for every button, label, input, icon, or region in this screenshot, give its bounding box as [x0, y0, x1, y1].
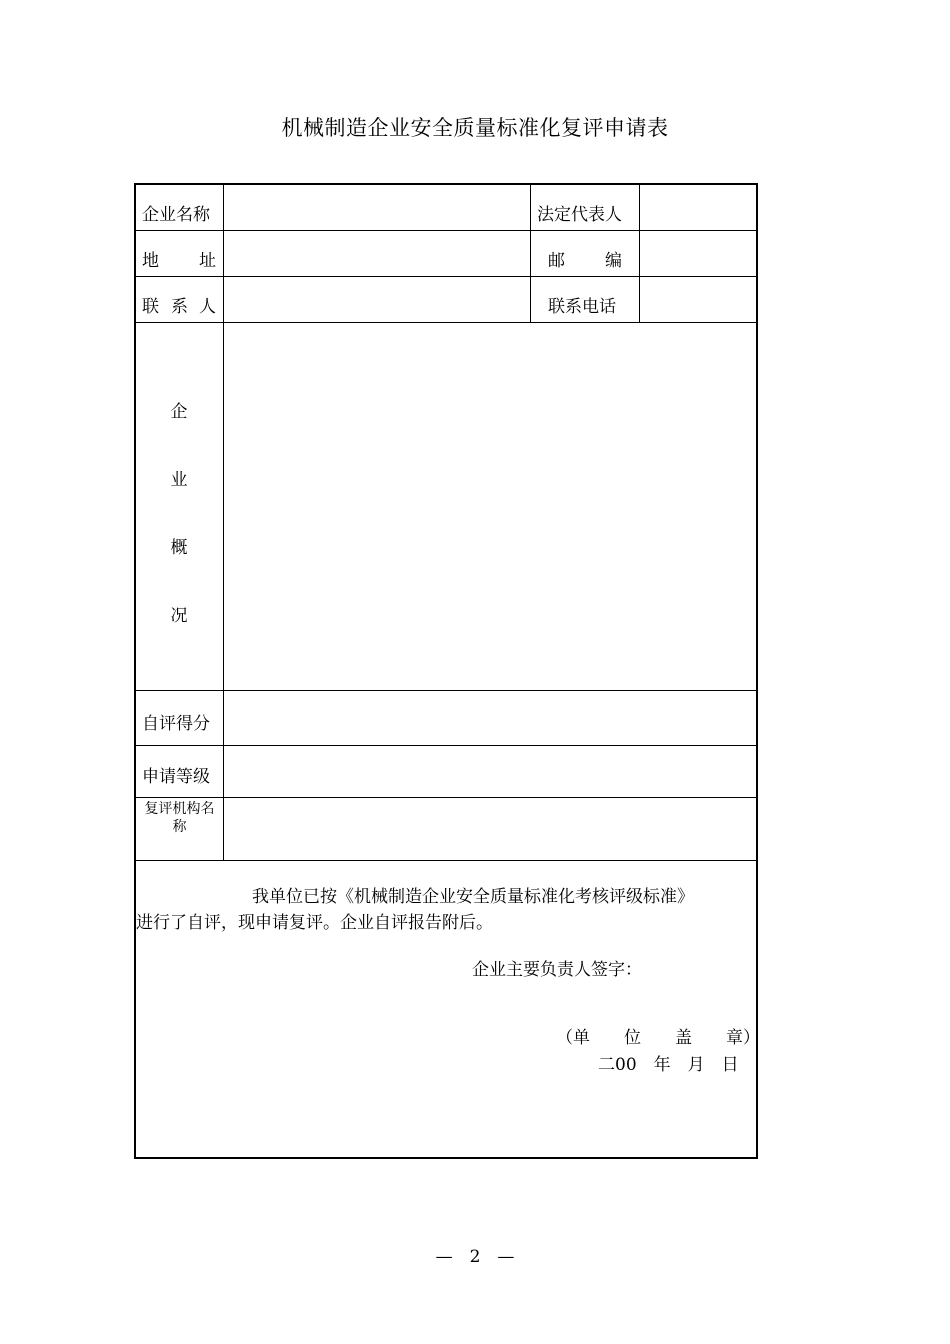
- row-divider: [136, 860, 756, 861]
- statement-line: 我单位已按《机械制造企业安全质量标准化考核评级标准》: [252, 887, 694, 907]
- legal-rep-label: 法定代表人: [537, 205, 622, 225]
- seal-label: （单 位 盖 章）: [556, 1028, 760, 1048]
- overview-label-char: 业: [170, 470, 188, 490]
- contact-field[interactable]: [224, 277, 530, 322]
- apply-grade-field[interactable]: [224, 746, 756, 797]
- postcode-field[interactable]: [640, 231, 756, 276]
- form-title: 机械制造企业安全质量标准化复评申请表: [281, 116, 669, 140]
- self-score-label: 自评得分: [142, 714, 210, 734]
- date-label: 二00 年 月 日: [598, 1055, 739, 1075]
- signature-label: 企业主要负责人签字：: [472, 960, 642, 980]
- contact-label-part: 联: [142, 297, 159, 317]
- contact-label-part: 人: [199, 297, 216, 317]
- postcode-label-part: 编: [605, 251, 622, 271]
- page-number: — 2 —: [435, 1247, 515, 1267]
- review-org-label: [136, 800, 223, 836]
- column-divider: [530, 185, 531, 322]
- legal-rep-field[interactable]: [640, 185, 756, 230]
- address-label-part: 址: [199, 251, 216, 271]
- overview-label-char: 况: [170, 606, 188, 626]
- address-label-part: 地: [142, 251, 159, 271]
- phone-field[interactable]: [640, 277, 756, 322]
- company-name-field[interactable]: [224, 185, 530, 230]
- address-field[interactable]: [224, 231, 530, 276]
- company-name-label: 企业名称: [142, 205, 210, 225]
- apply-grade-label: 申请等级: [142, 767, 210, 787]
- review-org-label-line: 称: [172, 819, 187, 835]
- overview-label-char: 企: [170, 402, 188, 422]
- review-org-field[interactable]: [224, 798, 756, 860]
- self-score-field[interactable]: [224, 691, 756, 745]
- statement-line: 进行了自评，现申请复评。企业自评报告附后。: [136, 913, 493, 933]
- review-org-label-line: 复评机构名: [144, 801, 215, 817]
- postcode-label-part: 邮: [548, 251, 565, 271]
- application-form: [134, 183, 758, 1159]
- overview-field[interactable]: [224, 323, 756, 690]
- contact-label-part: 系: [171, 297, 188, 317]
- phone-label: 联系电话: [548, 297, 616, 317]
- overview-label-char: 概: [170, 538, 188, 558]
